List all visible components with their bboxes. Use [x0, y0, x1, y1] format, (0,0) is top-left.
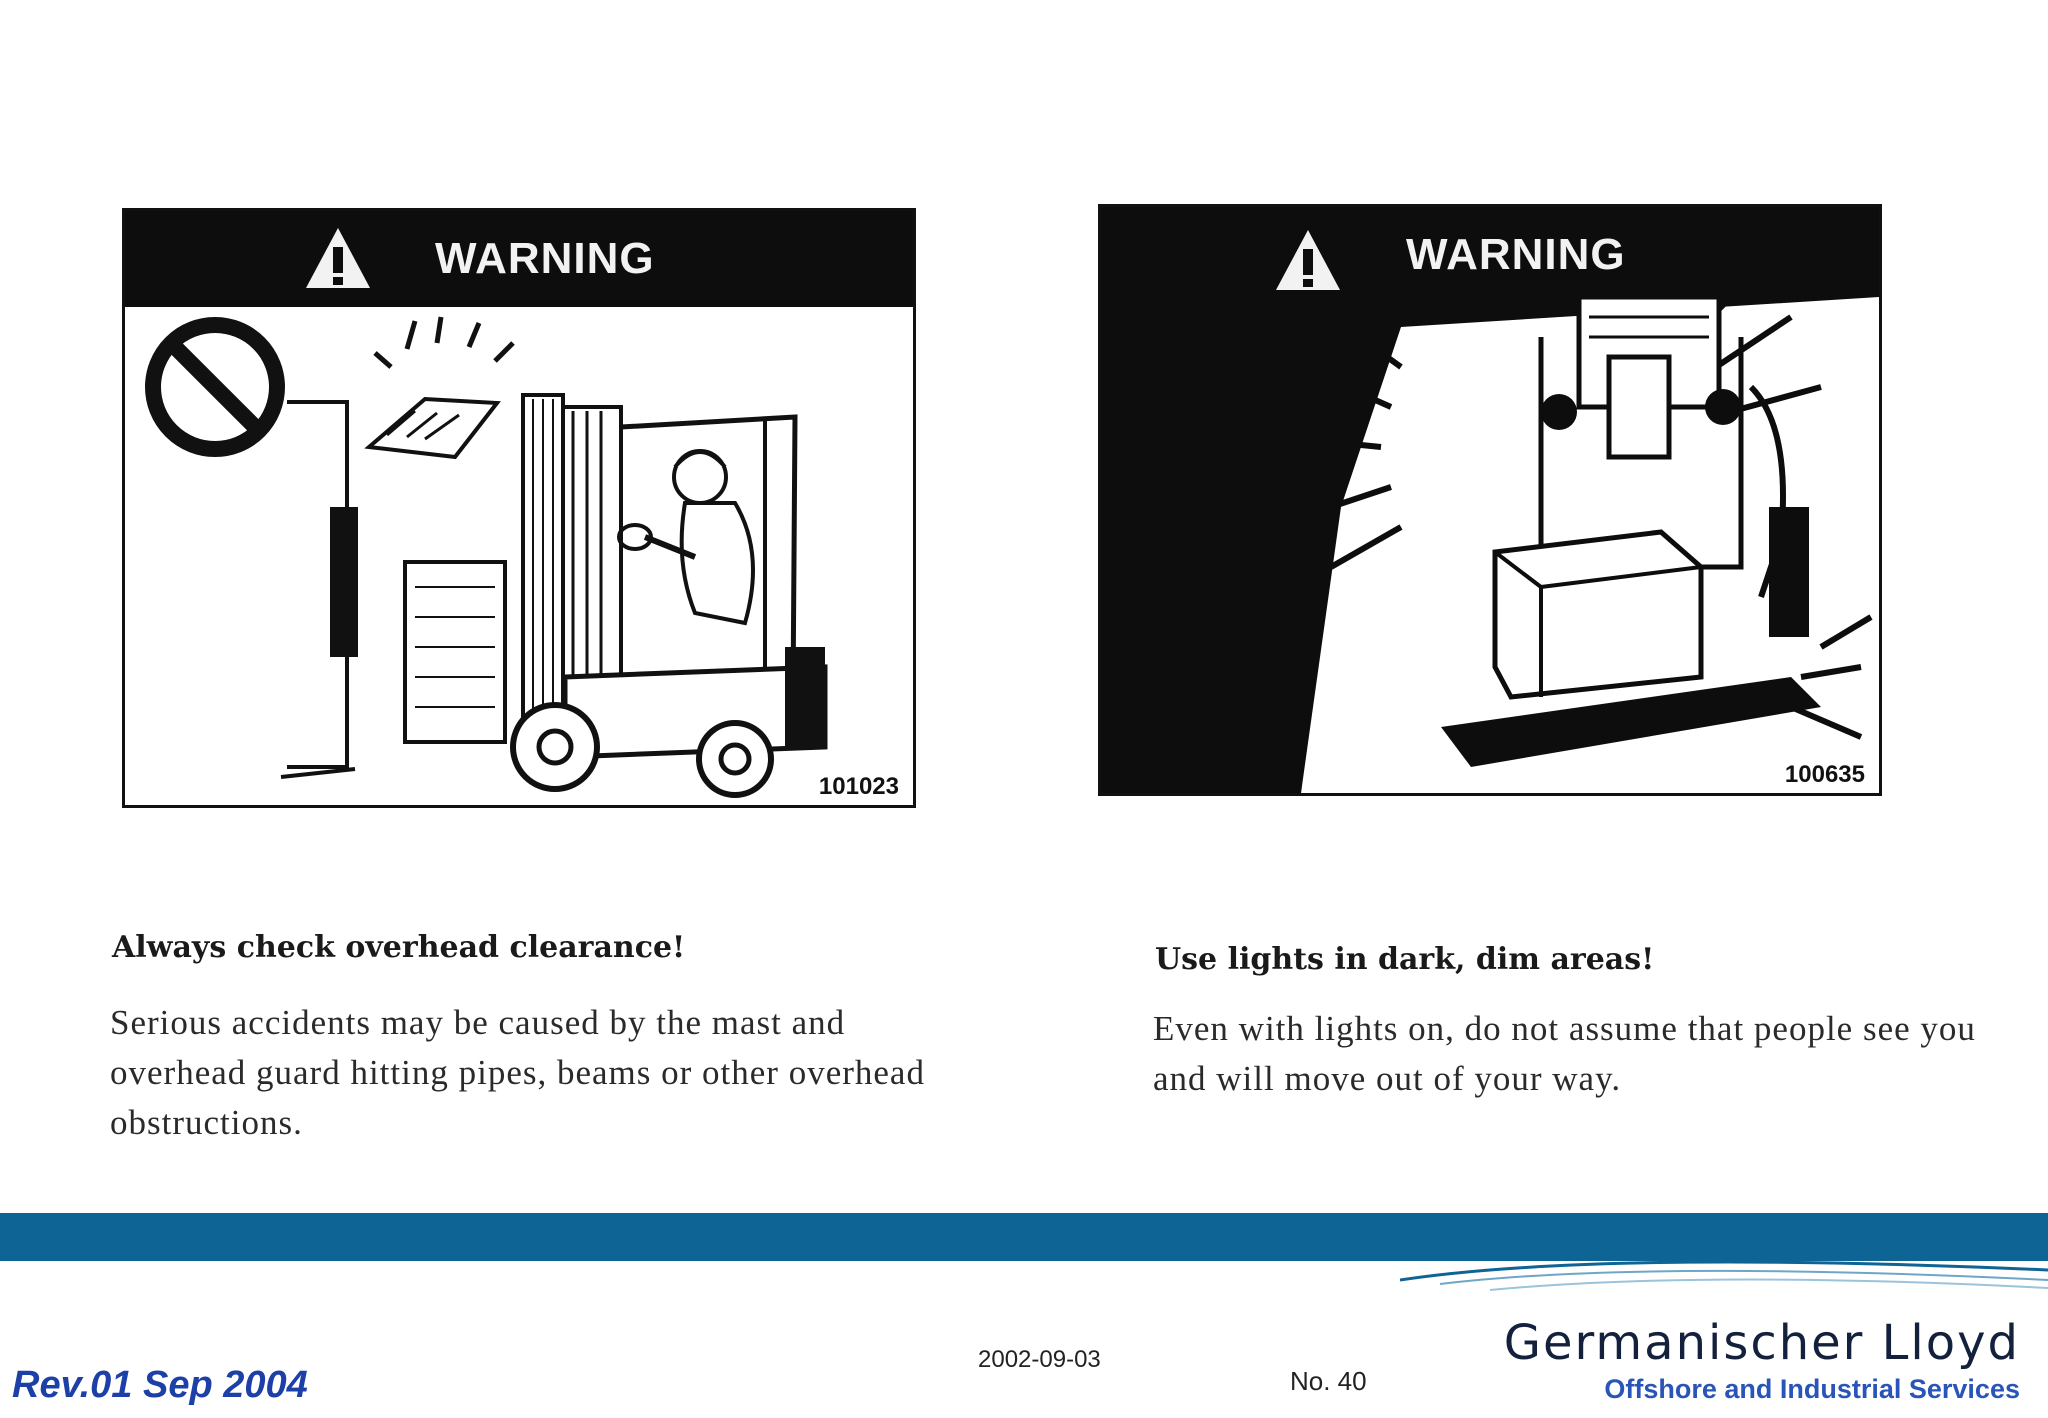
image-code: 100635 — [1781, 761, 1869, 789]
caption-heading-lights: Use lights in dark, dim areas! — [1155, 942, 1655, 977]
caption-body-overhead: Serious accidents may be caused by the mast and overhead guard hitting pipes, beams or other overhead obstructions. — [110, 1003, 925, 1142]
wave-decoration — [1400, 1250, 2048, 1300]
caption-body-lights: Even with lights on, do not assume that people see you and will move out of your way. — [1153, 1009, 1976, 1098]
warning-title: WARNING — [435, 234, 655, 283]
warning-panel-overhead — [122, 208, 916, 808]
forklift-illustration — [125, 307, 913, 805]
caption-heading-overhead: Always check overhead clearance! — [112, 930, 686, 965]
brand-name: Germanischer Lloyd — [1503, 1315, 2020, 1371]
prohibition-icon — [153, 325, 277, 449]
document-date: 2002-09-03 — [978, 1346, 1101, 1373]
brand-subtitle: Offshore and Industrial Services — [1604, 1374, 2020, 1404]
revision-label: Rev.01 Sep 2004 — [12, 1364, 308, 1406]
warning-panel-lights — [1098, 204, 1882, 796]
image-code: 101023 — [815, 773, 903, 801]
warning-title: WARNING — [1406, 230, 1626, 279]
warning-triangle-icon — [1273, 227, 1343, 293]
warning-triangle-icon — [303, 225, 373, 291]
brand-logo — [1504, 1314, 2020, 1406]
page-number: No. 40 — [1290, 1366, 1367, 1396]
